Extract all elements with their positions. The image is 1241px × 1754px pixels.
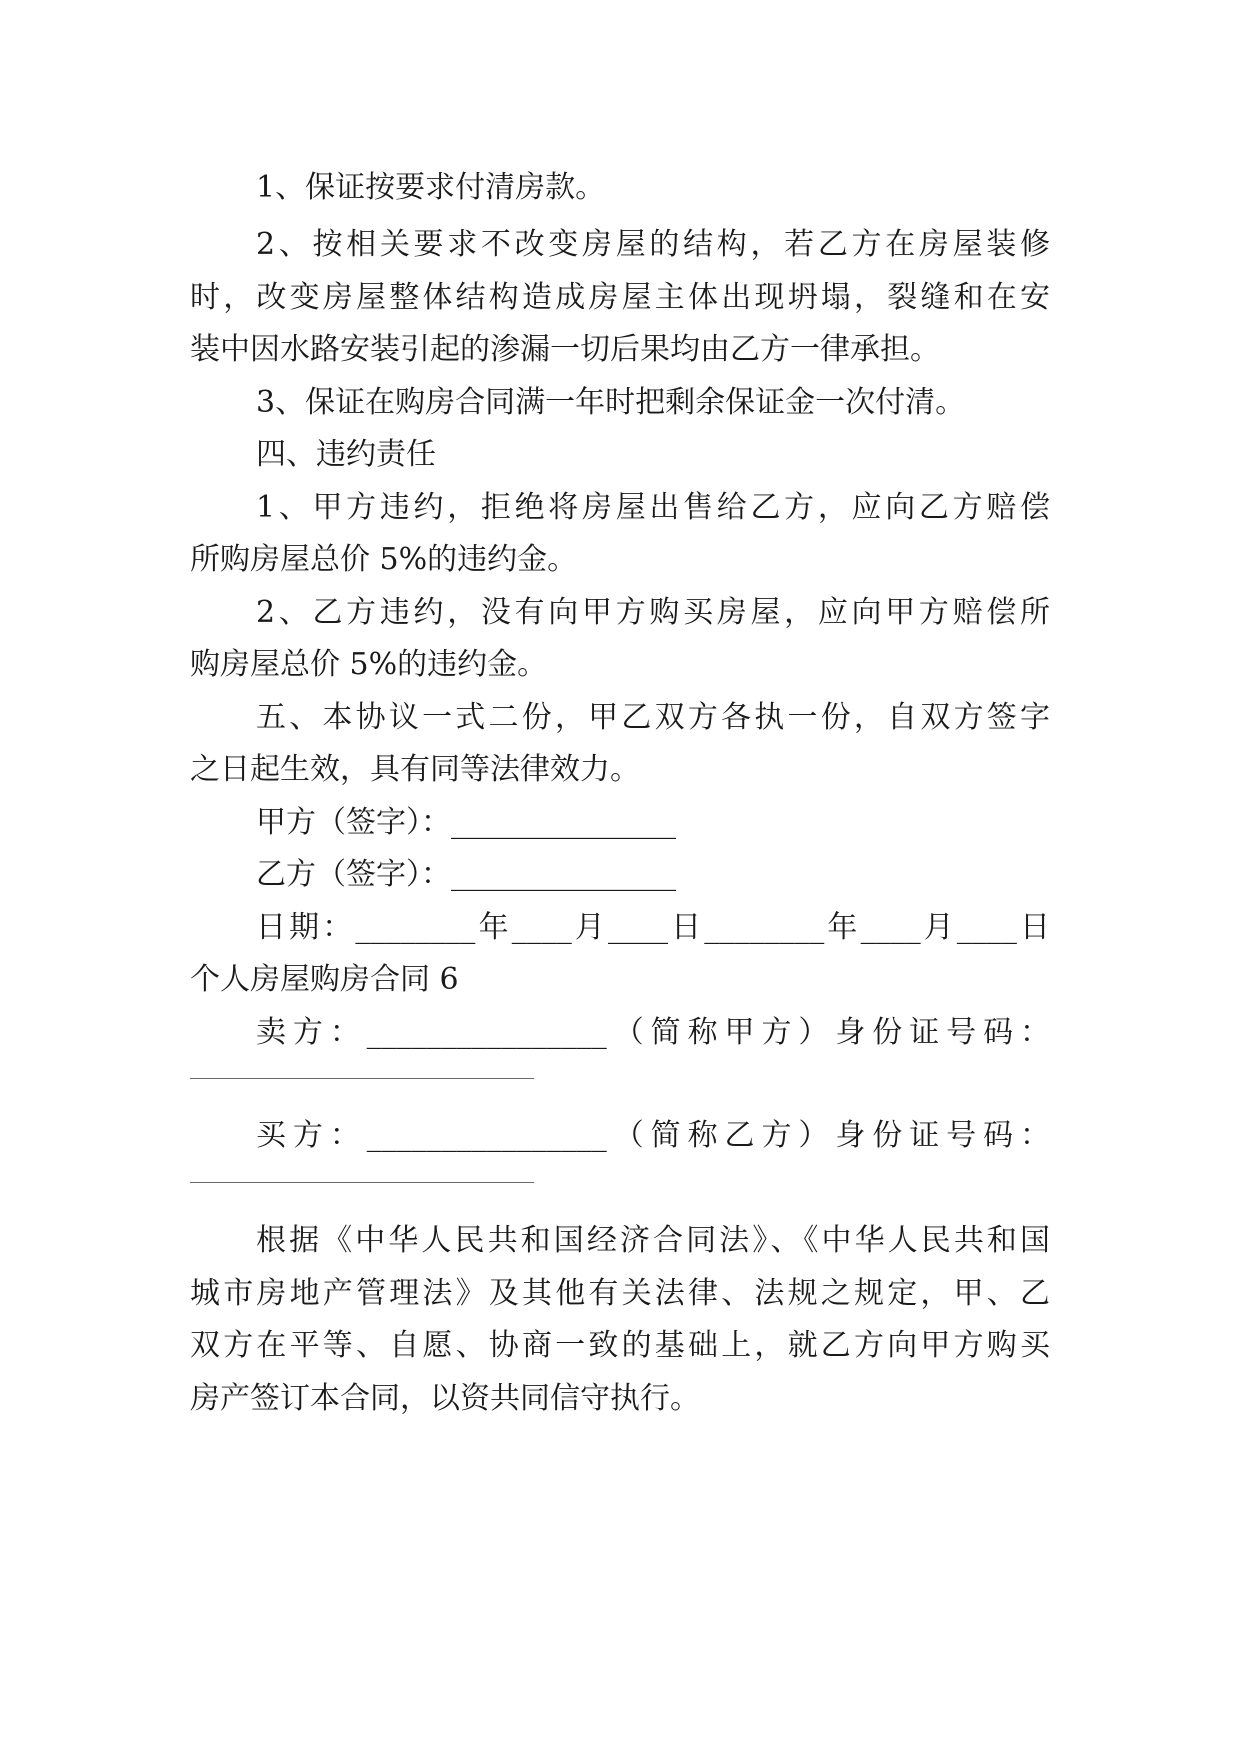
breach-clause-1-line-2: 所购房屋总价 5%的违约金。	[190, 542, 578, 577]
clause-2-line-1: 2、按相关要求不改变房屋的结构，若乙方在房屋装修	[256, 227, 1050, 262]
copies-clause-line-1: 五、本协议一式二份，甲乙双方各执一份，自双方签字	[256, 700, 1050, 735]
party-a-signature: 甲方（签字）：_______________	[256, 805, 676, 840]
clause-1: 1、保证按要求付清房款。	[256, 170, 606, 205]
buyer-id-blank	[190, 1182, 534, 1183]
seller-line: 卖方：________________（简称甲方）身份证号码：	[256, 1015, 1050, 1050]
preamble-line-3: 双方在平等、自愿、协商一致的基础上，就乙方向甲方购买	[190, 1328, 1050, 1363]
preamble-line-4: 房产签订本合同，以资共同信守执行。	[190, 1381, 700, 1416]
breach-clause-2-line-1: 2、乙方违约，没有向甲方购买房屋，应向甲方赔偿所	[256, 595, 1050, 630]
buyer-line: 买方：________________（简称乙方）身份证号码：	[256, 1118, 1050, 1153]
date-line: 日期：________年____月____日________年____月____日	[256, 910, 1050, 945]
clause-3: 3、保证在购房合同满一年时把剩余保证金一次付清。	[256, 385, 966, 420]
breach-clause-1-line-1: 1、甲方违约，拒绝将房屋出售给乙方，应向乙方赔偿	[256, 490, 1050, 525]
seller-id-blank	[190, 1078, 534, 1079]
section-heading-breach: 四、违约责任	[256, 437, 436, 472]
copies-clause-line-2: 之日起生效，具有同等法律效力。	[190, 752, 640, 787]
party-b-signature: 乙方（签字）：_______________	[256, 857, 676, 892]
preamble-line-1: 根据《中华人民共和国经济合同法》、《中华人民共和国	[256, 1223, 1050, 1258]
breach-clause-2-line-2: 购房屋总价 5%的违约金。	[190, 647, 548, 682]
clause-2-line-3: 装中因水路安装引起的渗漏一切后果均由乙方一律承担。	[190, 332, 940, 367]
preamble-line-2: 城市房地产管理法》及其他有关法律、法规之规定，甲、乙	[190, 1276, 1050, 1311]
clause-2-line-2: 时，改变房屋整体结构造成房屋主体出现坍塌，裂缝和在安	[190, 280, 1050, 315]
contract-title: 个人房屋购房合同 6	[190, 962, 459, 997]
